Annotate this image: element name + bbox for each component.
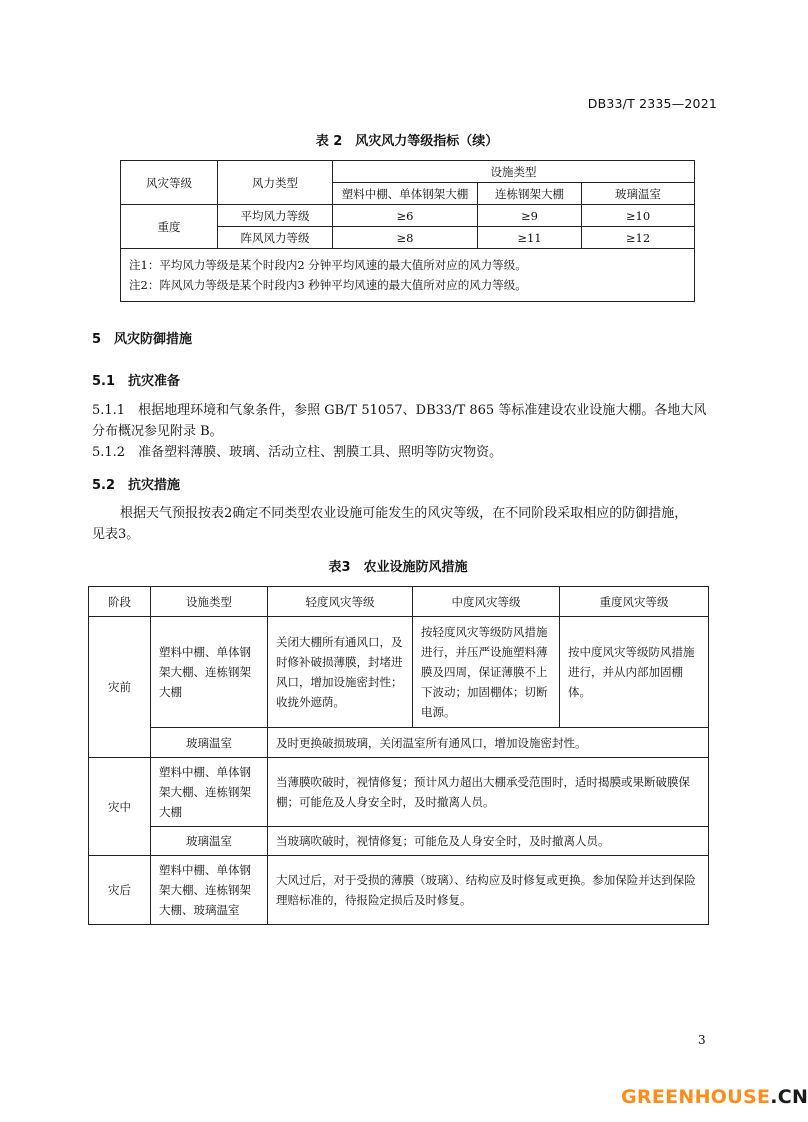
measure-after: 大风过后，对于受损的薄膜（玻璃）、结构应及时修复或更换。参加保险并达到保险理赔标准的，待报险定损后及时修复。 <box>268 856 709 925</box>
watermark-part2: .CN <box>770 1086 808 1108</box>
table3-caption: 表3 农业设施防风措施 <box>328 560 468 575</box>
header-facility-type: 设施类型 <box>333 161 695 183</box>
header-wind-grade: 风灾等级 <box>121 161 218 205</box>
clause-5-2-text-cont: 见表3。 <box>92 527 140 542</box>
measure-glass-during: 当玻璃吹破时，视情修复；可能危及人身安全时，及时撤离人员。 <box>268 827 709 856</box>
page-number: 3 <box>698 1033 706 1047</box>
clause-5-1-1-cont: 分布概况参见附录 B。 <box>92 424 223 439</box>
wind-type-gust: 阵风风力等级 <box>218 227 333 249</box>
watermark-logo <box>621 1086 808 1108</box>
stage-during: 灾中 <box>89 758 151 856</box>
facility-plastic: 塑料中棚、单体钢架大棚、连栋钢架大棚 <box>151 617 268 728</box>
measure-light: 关闭大棚所有通风口，及时修补破损薄膜，封堵进风口，增加设施密封性；收拢外遮荫。 <box>268 617 413 728</box>
value-cell: ≥6 <box>333 205 478 227</box>
wind-grade-table <box>120 160 695 302</box>
table2-notes <box>121 249 695 302</box>
clause-5-1-1: 5.1.1 根据地理环境和气象条件，参照 GB/T 51057、DB33/T 865 等标准建设农业设施大棚。各地大风 <box>92 403 707 418</box>
stage-after: 灾后 <box>89 856 151 925</box>
document-code: DB33/T 2335—2021 <box>587 96 717 111</box>
header-facility: 设施类型 <box>151 587 268 617</box>
value-cell: ≥10 <box>582 205 695 227</box>
header-plastic-greenhouse: 塑料中棚、单体钢架大棚 <box>333 183 478 205</box>
section-5-heading: 5 风灾防御措施 <box>92 332 193 347</box>
header-stage: 阶段 <box>89 587 151 617</box>
section-5-2-heading: 5.2 抗灾措施 <box>92 478 181 493</box>
value-cell: ≥12 <box>582 227 695 249</box>
facility-plastic: 塑料中棚、单体钢架大棚、连栋钢架大棚 <box>151 758 268 827</box>
stage-before: 灾前 <box>89 617 151 758</box>
measure-glass-before: 及时更换破损玻璃，关闭温室所有通风口，增加设施密封性。 <box>268 728 709 758</box>
grade-severe: 重度 <box>121 205 218 249</box>
note-2: 注2：阵风风力等级是某个时段内3 秒钟平均风速的最大值所对应的风力等级。 <box>129 278 527 292</box>
header-glass-greenhouse: 玻璃温室 <box>582 183 695 205</box>
header-multispan-greenhouse: 连栋钢架大棚 <box>478 183 582 205</box>
header-light: 轻度风灾等级 <box>268 587 413 617</box>
header-heavy: 重度风灾等级 <box>560 587 709 617</box>
facility-glass: 玻璃温室 <box>151 827 268 856</box>
value-cell: ≥8 <box>333 227 478 249</box>
facility-glass: 玻璃温室 <box>151 728 268 758</box>
table2-caption: 表 2 风灾风力等级指标（续） <box>315 134 499 149</box>
measure-plastic-during: 当薄膜吹破时，视情修复；预计风力超出大棚承受范围时，适时揭膜或果断破膜保棚；可能危及人身安全时，及时撤离人员。 <box>268 758 709 827</box>
measure-medium: 按轻度风灾等级防风措施进行，并压严设施塑料薄膜及四周，保证薄膜不上下波动；加固棚体；切断电源。 <box>413 617 560 728</box>
note-1: 注1：平均风力等级是某个时段内2 分钟平均风速的最大值所对应的风力等级。 <box>129 258 527 272</box>
clause-5-1-2: 5.1.2 准备塑料薄膜、玻璃、活动立柱、割膜工具、照明等防灾物资。 <box>92 445 503 460</box>
measure-heavy: 按中度风灾等级防风措施进行，并从内部加固棚体。 <box>560 617 709 728</box>
clause-5-2-text: 根据天气预报按表2确定不同类型农业设施可能发生的风灾等级，在不同阶段采取相应的防御措施， <box>120 506 688 521</box>
value-cell: ≥9 <box>478 205 582 227</box>
protection-measures-table <box>88 586 709 925</box>
facility-all: 塑料中棚、单体钢架大棚、连栋钢架大棚、玻璃温室 <box>151 856 268 925</box>
value-cell: ≥11 <box>478 227 582 249</box>
header-medium: 中度风灾等级 <box>413 587 560 617</box>
wind-type-average: 平均风力等级 <box>218 205 333 227</box>
section-5-1-heading: 5.1 抗灾准备 <box>92 374 181 389</box>
watermark-part1: GREENHOUSE <box>621 1086 771 1108</box>
header-wind-type: 风力类型 <box>218 161 333 205</box>
